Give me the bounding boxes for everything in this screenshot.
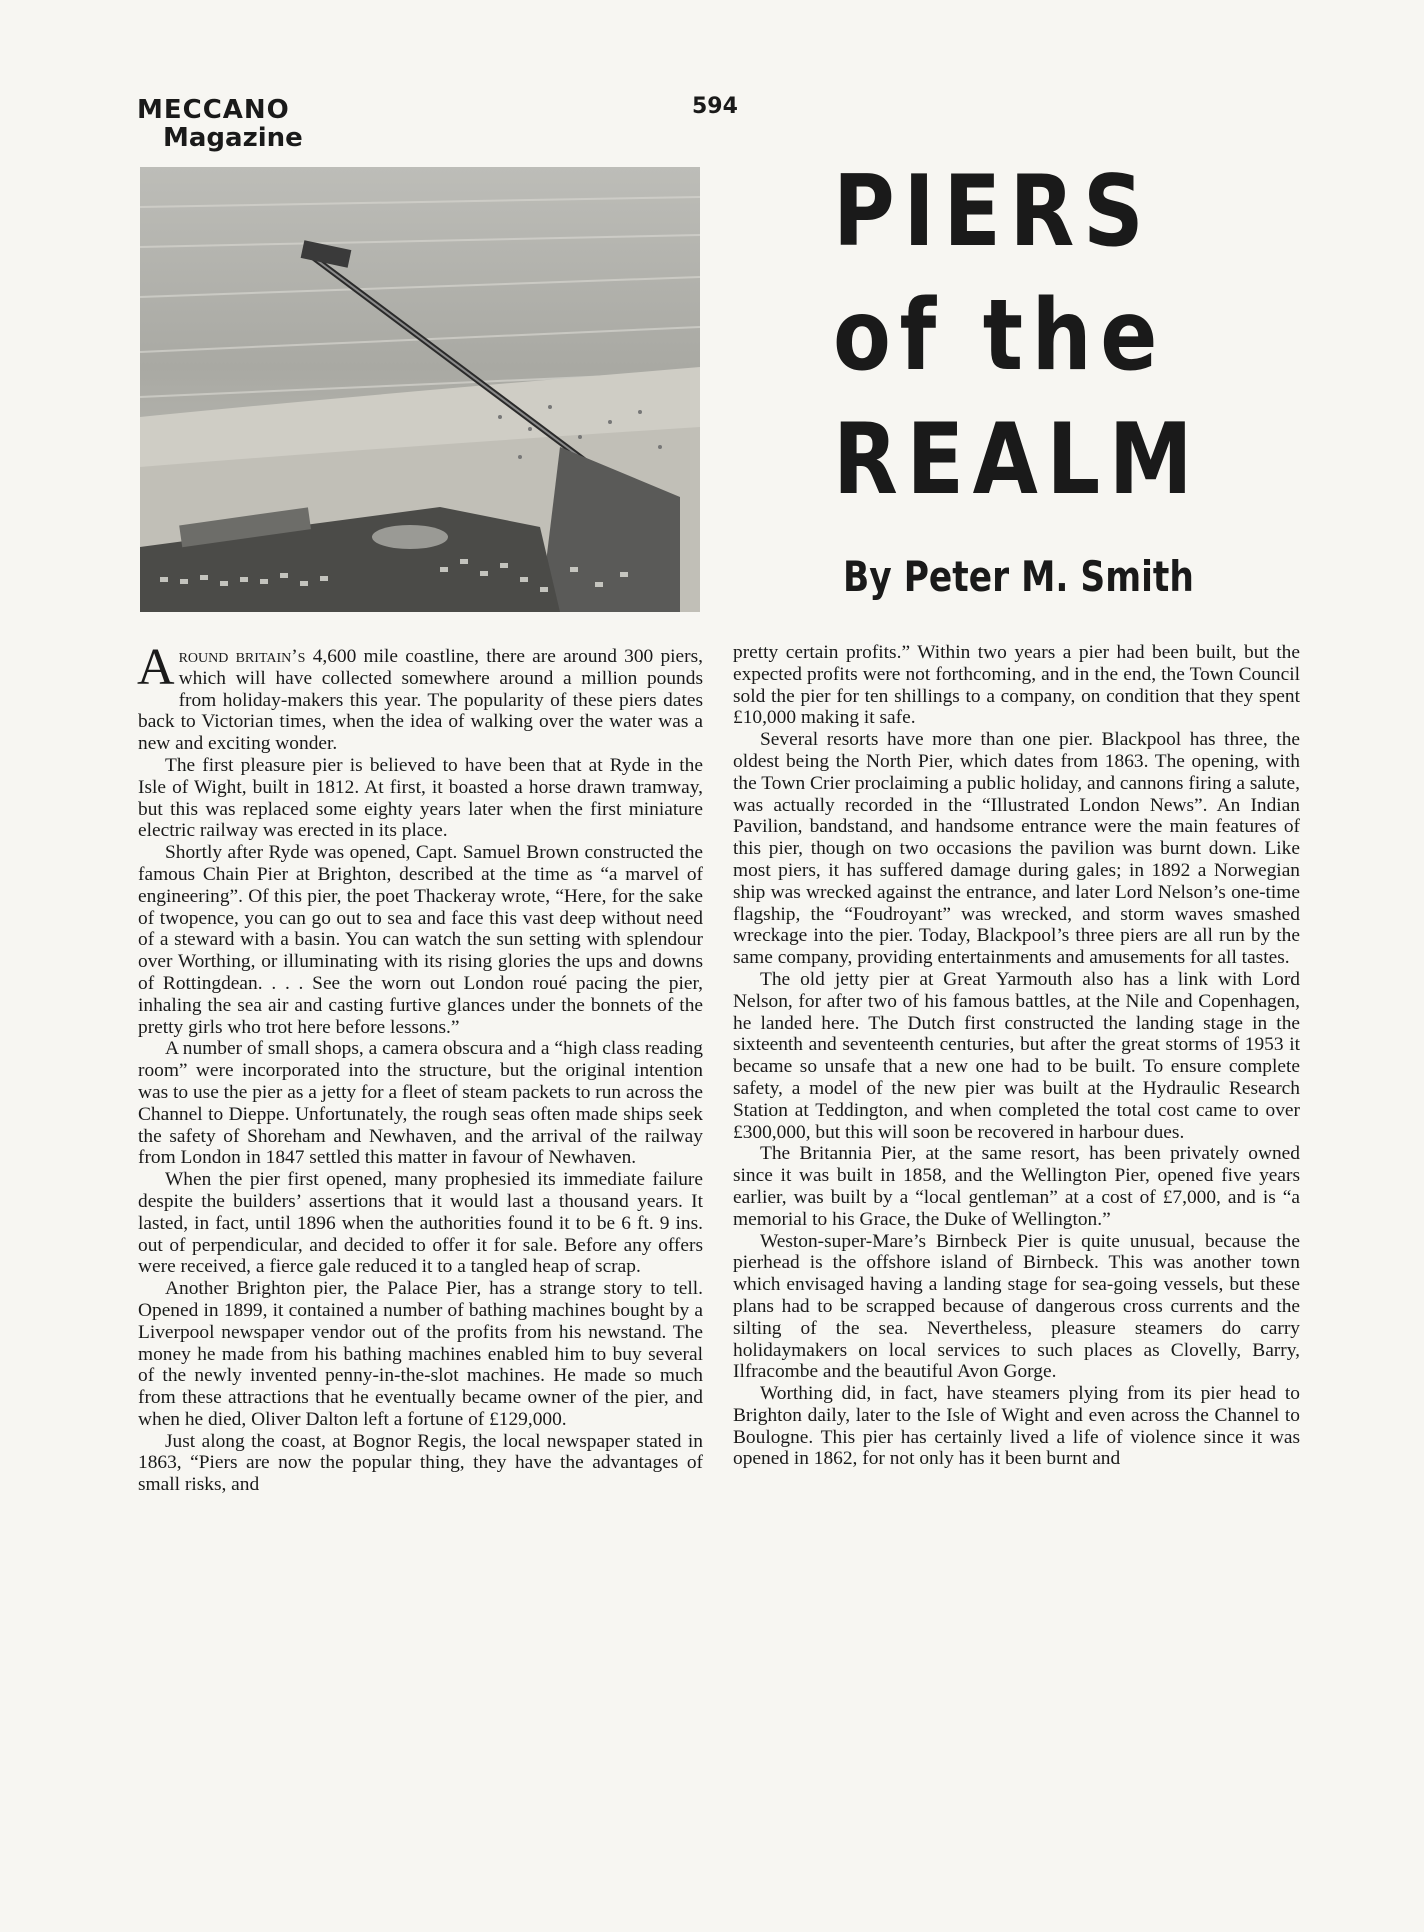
title-line-2: of the — [833, 279, 1166, 393]
paragraph: The old jetty pier at Great Yarmouth also has a link with Lord Nelson, for after two of his famous battles, at the Nile and Copenhagen, he landed here. The Dutch first constructed the landing stage in the sixteenth and seventeenth centuries, but after the great storms of 1953 it became so unsafe that a new one had to be built. To ensure complete safety, a model of the new pier was built at the Hydraulic Research Station at Teddington, and when completed the total cost came to over £300,000, but this will soon be recovered in harbour dues. — [733, 968, 1300, 1143]
paragraph: Worthing did, in fact, have steamers plying from its pier head to Brighton daily, later to the Isle of Wight and even across the Channel to Boulogne. This pier has certainly lived a life of violence since it was opened in 1862, for not only has it been burnt and — [733, 1383, 1300, 1470]
paragraph: The first pleasure pier is believed to have been that at Ryde in the Isle of Wight, built in 1812. At first, it boasted a horse drawn tramway, but this was replaced some eighty years later when the first miniature electric railway was erected in its place. — [138, 754, 703, 842]
masthead-title: MECCANO — [137, 95, 290, 125]
left-column — [137, 639, 703, 1496]
masthead — [137, 96, 303, 152]
byline: By Peter M. Smith — [843, 552, 1194, 601]
paragraph: A number of small shops, a camera obscura and a “high class reading room” were incorporated into the structure, but the original intention was to use the pier as a jetty for a fleet of steam packets to run across the Channel to Dieppe. Unfortunately, the rough seas often made ships seek the safety of Shoreham and Newhaven, and the arrival of the railway from London in 1847 settled this matter in favour of Newhaven. — [138, 1038, 703, 1169]
right-column — [733, 642, 1300, 1470]
title-line-1: PIERS — [833, 155, 1153, 269]
paragraph: Weston-super-Mare’s Birnbeck Pier is quite unusual, because the pierhead is the offshore island of Birnbeck. This was another town which envisaged having a landing stage for sea-going vessels, but these plans had to be scrapped because of dangerous cross currents and the silting of the sea. Nevertheless, pleasure steamers do carry holidaymakers on local services to such places as Clovelly, Barry, Ilfracombe and the beautiful Avon Gorge. — [733, 1230, 1300, 1383]
paragraph: The Britannia Pier, at the same resort, has been privately owned since it was built in 1858, and the Wellington Pier, opened five years earlier, was built by a “local gentleman” at a cost of £7,000, and is “a memorial to his Grace, the Duke of Wellington.” — [733, 1143, 1300, 1230]
paragraph: pretty certain profits.” Within two years a pier had been built, but the expected profits were not forthcoming, and in the end, the Town Council sold the pier for ten shillings to a company, on condition that they spent £10,000 making it safe. — [733, 642, 1300, 729]
paragraph: Another Brighton pier, the Palace Pier, has a strange story to tell. Opened in 1899, it contained a number of bathing machines bought by a Liverpool newspaper vendor out of the profits from his newstand. The money he made from his bathing machines enabled him to buy several of the newly invented penny-in-the-slot machines. He made so much from these attractions that he eventually became owner of the pier, and when he died, Oliver Dalton left a fortune of £129,000. — [138, 1278, 703, 1430]
paragraph: Several resorts have more than one pier. Blackpool has three, the oldest being the North Pier, which dates from 1863. The opening, with the Town Crier proclaiming a public holiday, and cannons firing a salute, was actually recorded in the “Illustrated London News”. An Indian Pavilion, bandstand, and handsome entrance were the main features of this pier, though on two occasions the pavilion was burnt down. Like most piers, it has suffered damage during gales; in 1892 a Norwegian ship was wrecked against the entrance, and later Lord Nelson’s one-time flagship, the “Foudroyant” was wrecked, and storm waves smashed wreckage into the pier. Today, Blackpool’s three piers are all run by the same company, providing entertainments and amusements for all tastes. — [733, 729, 1300, 969]
paragraph: When the pier first opened, many prophesied its immediate failure despite the builders’ assertions that it would last a thousand years. It lasted, in fact, until 1896 when the authorities found it to be 6 ft. 9 ins. out of perpendicular, and decided to offer it for sale. Before any offers were received, a fierce gale reduced it to a tangled heap of scrap. — [138, 1169, 703, 1278]
paragraph — [137, 639, 703, 755]
title-line-3: REALM — [833, 403, 1202, 517]
article-title — [833, 150, 1211, 522]
paragraph-text: 4,600 mile coastline, there are around 300 piers, which will have collected somewhere around a million pounds from holiday-makers this year. The popularity of these piers dates back to Victorian times, when the idea of walking over the water was a new and exciting wonder. — [138, 646, 703, 755]
paragraph: Just along the coast, at Bognor Regis, the local newspaper stated in 1863, “Piers are now the popular thing, they have the advantages of small risks, and — [138, 1430, 703, 1496]
masthead-subtitle: Magazine — [163, 123, 303, 153]
page-number: 594 — [692, 94, 738, 119]
paragraph: Shortly after Ryde was opened, Capt. Samuel Brown constructed the famous Chain Pier at Brighton, described at the time as “a marvel of engineering”. Of this pier, the poet Thackeray wrote, “Here, for the sake of twopence, you can go out to sea and face this vast deep without need of a steward with a basin. You can watch the sun setting with splendour over Worthing, or illuminating with its rising glories the ups and downs of Rottingdean. . . . See the worn out London roué pacing the pier, inhaling the sea air and casting furtive glances under the bonnets of the pretty girls who trot here before lessons.” — [138, 842, 703, 1038]
aerial-pier-photo — [140, 167, 700, 612]
drop-cap: A — [137, 639, 175, 696]
opening-small-caps: round britain’s — [178, 646, 306, 667]
